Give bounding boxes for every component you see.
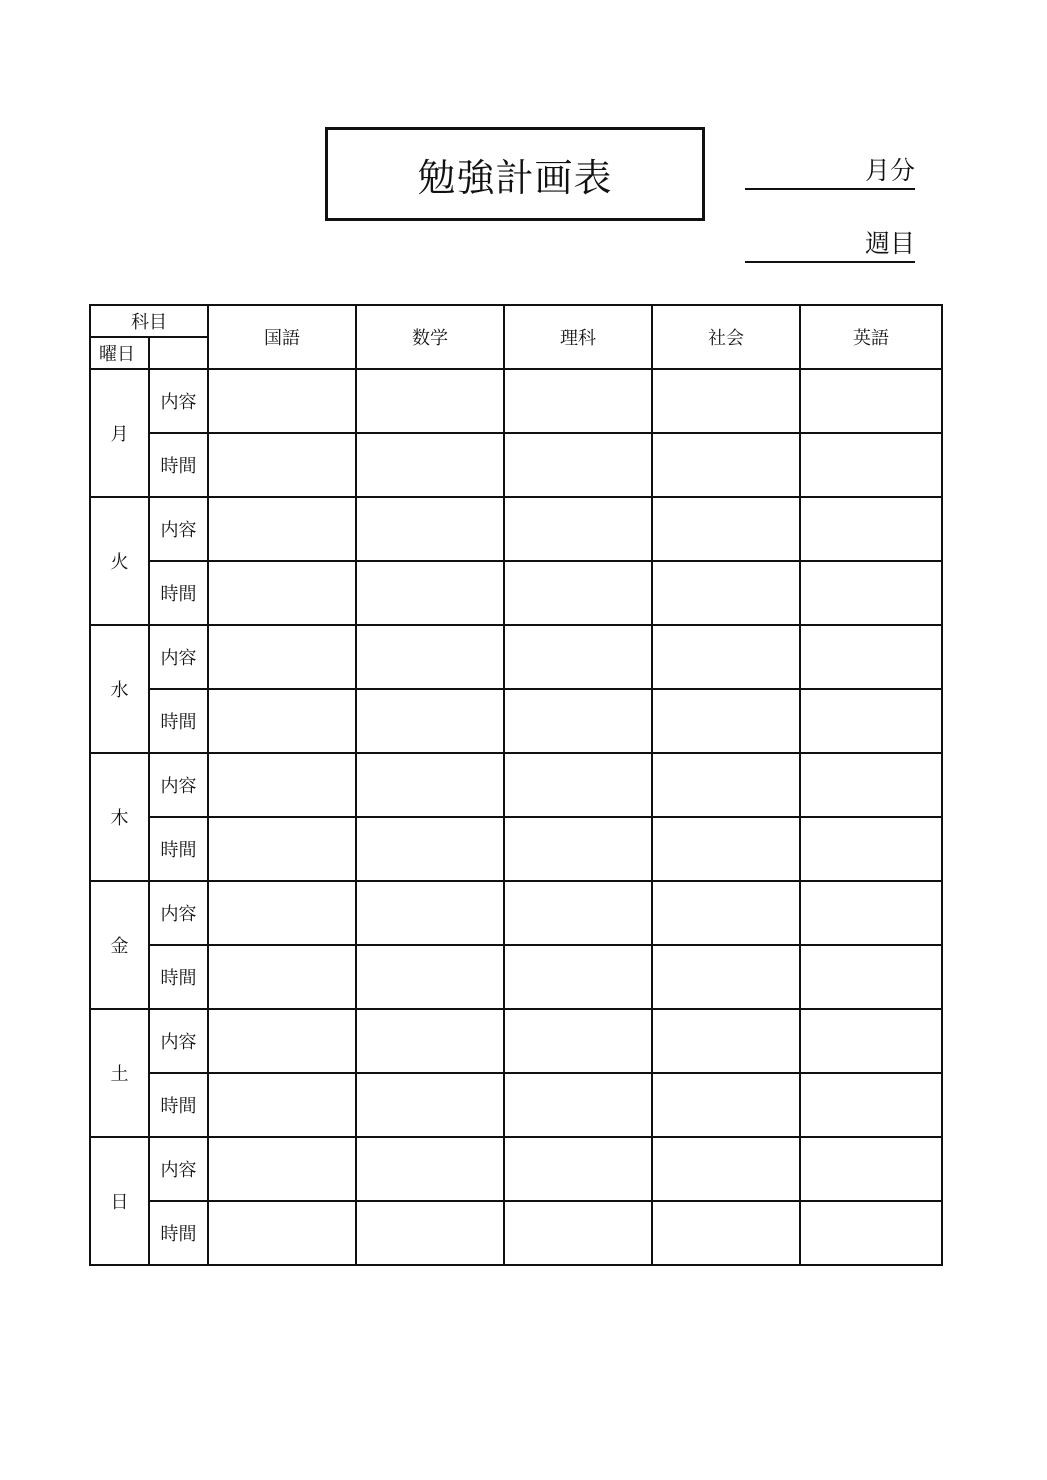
entry-cell[interactable] — [504, 1073, 652, 1137]
entry-cell[interactable] — [800, 1201, 942, 1265]
entry-cell[interactable] — [652, 433, 800, 497]
entry-cell[interactable] — [652, 625, 800, 689]
study-plan-table — [89, 304, 943, 1266]
entry-cell[interactable] — [356, 881, 504, 945]
row-type-label: 時間 — [149, 817, 208, 881]
entry-cell[interactable] — [356, 1137, 504, 1201]
entry-cell[interactable] — [208, 1073, 356, 1137]
entry-cell[interactable] — [504, 1201, 652, 1265]
table-row — [90, 497, 942, 561]
entry-cell[interactable] — [208, 753, 356, 817]
subject-header: 社会 — [652, 305, 800, 369]
entry-cell[interactable] — [800, 369, 942, 433]
day-label: 水 — [90, 625, 149, 753]
subject-header: 国語 — [208, 305, 356, 369]
day-label: 火 — [90, 497, 149, 625]
row-type-label: 内容 — [149, 753, 208, 817]
row-type-label: 内容 — [149, 1137, 208, 1201]
entry-cell[interactable] — [504, 817, 652, 881]
entry-cell[interactable] — [652, 1009, 800, 1073]
entry-cell[interactable] — [800, 561, 942, 625]
entry-cell[interactable] — [800, 1073, 942, 1137]
entry-cell[interactable] — [356, 753, 504, 817]
entry-cell[interactable] — [356, 497, 504, 561]
entry-cell[interactable] — [800, 625, 942, 689]
entry-cell[interactable] — [356, 1201, 504, 1265]
day-label: 日 — [90, 1137, 149, 1265]
table-row — [90, 1009, 942, 1073]
entry-cell[interactable] — [652, 1073, 800, 1137]
month-suffix-label: 月分 — [864, 156, 915, 185]
row-type-label: 時間 — [149, 1201, 208, 1265]
table-row — [90, 625, 942, 689]
day-label: 木 — [90, 753, 149, 881]
entry-cell[interactable] — [208, 817, 356, 881]
entry-cell[interactable] — [652, 689, 800, 753]
entry-cell[interactable] — [208, 497, 356, 561]
entry-cell[interactable] — [356, 1073, 504, 1137]
table-row — [90, 369, 942, 433]
entry-cell[interactable] — [652, 1201, 800, 1265]
table-row — [90, 817, 942, 881]
table-row — [90, 945, 942, 1009]
month-field[interactable] — [745, 156, 915, 190]
entry-cell[interactable] — [356, 689, 504, 753]
entry-cell[interactable] — [208, 625, 356, 689]
table-row — [90, 753, 942, 817]
entry-cell[interactable] — [652, 945, 800, 1009]
entry-cell[interactable] — [652, 497, 800, 561]
entry-cell[interactable] — [800, 881, 942, 945]
entry-cell[interactable] — [652, 753, 800, 817]
entry-cell[interactable] — [208, 945, 356, 1009]
subject-header: 理科 — [504, 305, 652, 369]
table-row — [90, 689, 942, 753]
entry-cell[interactable] — [504, 753, 652, 817]
entry-cell[interactable] — [504, 945, 652, 1009]
row-type-label: 内容 — [149, 625, 208, 689]
entry-cell[interactable] — [652, 817, 800, 881]
subject-header: 数学 — [356, 305, 504, 369]
entry-cell[interactable] — [356, 945, 504, 1009]
entry-cell[interactable] — [504, 369, 652, 433]
entry-cell[interactable] — [504, 689, 652, 753]
entry-cell[interactable] — [356, 433, 504, 497]
entry-cell[interactable] — [208, 561, 356, 625]
row-type-label: 時間 — [149, 689, 208, 753]
table-row — [90, 1201, 942, 1265]
entry-cell[interactable] — [800, 433, 942, 497]
table-row — [90, 881, 942, 945]
table-row — [90, 1137, 942, 1201]
entry-cell[interactable] — [208, 369, 356, 433]
entry-cell[interactable] — [504, 881, 652, 945]
entry-cell[interactable] — [356, 1009, 504, 1073]
table-row — [90, 1073, 942, 1137]
day-label: 金 — [90, 881, 149, 1009]
entry-cell[interactable] — [356, 369, 504, 433]
row-type-label: 内容 — [149, 369, 208, 433]
entry-cell[interactable] — [800, 817, 942, 881]
entry-cell[interactable] — [208, 689, 356, 753]
entry-cell[interactable] — [504, 1009, 652, 1073]
subject-header: 英語 — [800, 305, 942, 369]
entry-cell[interactable] — [800, 753, 942, 817]
entry-cell[interactable] — [208, 881, 356, 945]
row-type-label: 内容 — [149, 1009, 208, 1073]
entry-cell[interactable] — [800, 1009, 942, 1073]
row-type-label: 時間 — [149, 945, 208, 1009]
entry-cell[interactable] — [504, 625, 652, 689]
entry-cell[interactable] — [208, 433, 356, 497]
entry-cell[interactable] — [800, 1137, 942, 1201]
table-row — [90, 561, 942, 625]
entry-cell[interactable] — [208, 1009, 356, 1073]
entry-cell[interactable] — [504, 561, 652, 625]
row-type-label: 内容 — [149, 881, 208, 945]
entry-cell[interactable] — [356, 817, 504, 881]
entry-cell[interactable] — [356, 625, 504, 689]
day-label: 土 — [90, 1009, 149, 1137]
entry-cell[interactable] — [208, 1137, 356, 1201]
table-row — [90, 433, 942, 497]
row-type-label: 時間 — [149, 561, 208, 625]
week-suffix-label: 週目 — [864, 229, 915, 258]
entry-cell[interactable] — [652, 1137, 800, 1201]
entry-cell[interactable] — [504, 1137, 652, 1201]
row-type-label: 内容 — [149, 497, 208, 561]
entry-cell[interactable] — [504, 433, 652, 497]
entry-cell[interactable] — [356, 561, 504, 625]
entry-cell[interactable] — [652, 561, 800, 625]
corner-day-label: 曜日 — [90, 337, 149, 369]
title-box — [325, 127, 705, 221]
entry-cell[interactable] — [504, 497, 652, 561]
entry-cell[interactable] — [652, 881, 800, 945]
entry-cell[interactable] — [800, 689, 942, 753]
entry-cell[interactable] — [800, 497, 942, 561]
row-type-label: 時間 — [149, 433, 208, 497]
day-label: 月 — [90, 369, 149, 497]
entry-cell[interactable] — [652, 369, 800, 433]
row-type-label: 時間 — [149, 1073, 208, 1137]
corner-subject-label: 科目 — [90, 305, 208, 337]
entry-cell[interactable] — [800, 945, 942, 1009]
corner-blank-cell — [149, 337, 208, 369]
week-field[interactable] — [745, 229, 915, 263]
page-title: 勉強計画表 — [417, 155, 613, 200]
entry-cell[interactable] — [208, 1201, 356, 1265]
